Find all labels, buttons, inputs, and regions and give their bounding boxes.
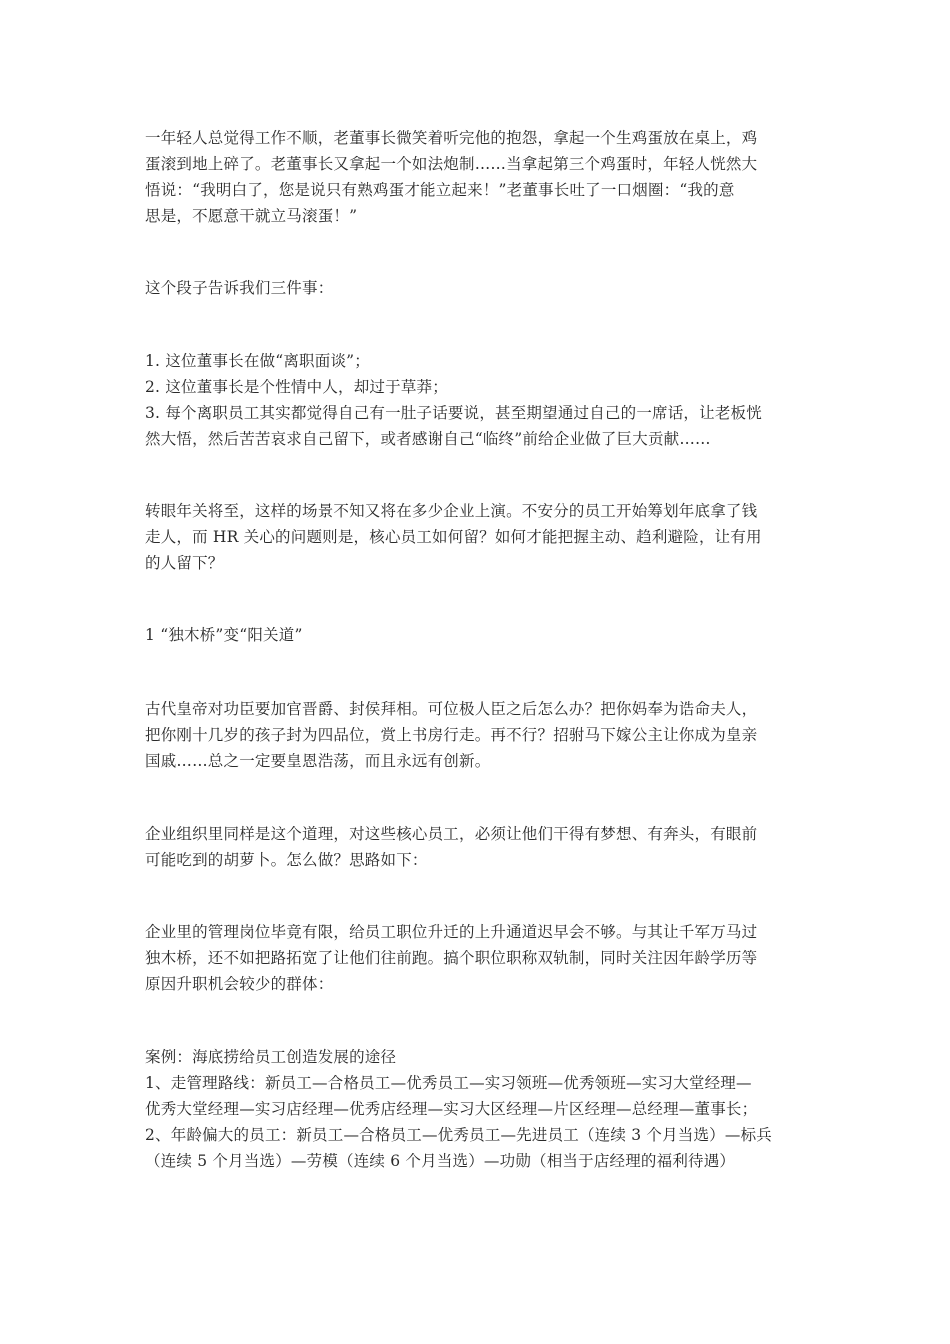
- emperor-line: 国戚……总之一定要皇恩浩荡，而且永远有创新。: [145, 752, 491, 770]
- case-line: 1、走管理路线：新员工—合格员工—优秀员工—实习领班—优秀领班—实习大堂经理—: [145, 1074, 752, 1092]
- emperor-line: 把你刚十几岁的孩子封为四品位，赏上书房行走。再不行？招驸马下嫁公主让你成为皇亲: [145, 726, 758, 744]
- list-item: 1. 这位董事长在做“离职面谈”；: [145, 352, 370, 370]
- section-heading: 1 “独木桥”变“阳关道”: [145, 626, 303, 644]
- intro-line: 悟说：“我明白了，您是说只有熟鸡蛋才能立起来！”老董事长吐了一口烟圈：“我的意: [145, 181, 735, 199]
- intro-line: 思是，不愿意干就立马滚蛋！”: [145, 207, 358, 225]
- management-line: 独木桥，还不如把路拓宽了让他们往前跑。搞个职位职称双轨制，同时关注因年龄学历等: [145, 949, 758, 967]
- list-item: 2. 这位董事长是个性情中人，却过于草莽；: [145, 378, 448, 396]
- intro-line: 蛋滚到地上碎了。老董事长又拿起一个如法炮制……当拿起第三个鸡蛋时，年轻人恍然大: [145, 155, 758, 173]
- year-end-line: 转眼年关将至，这样的场景不知又将在多少企业上演。不安分的员工开始筹划年底拿了钱: [145, 502, 758, 520]
- case-line: （连续 5 个月当选）—劳模（连续 6 个月当选）—功勋（相当于店经理的福利待遇）: [145, 1152, 736, 1170]
- year-end-line: 走人，而 HR 关心的问题则是，核心员工如何留？如何才能把握主动、趋利避险，让有用: [145, 528, 762, 546]
- three-things-lead: 这个段子告诉我们三件事：: [145, 279, 334, 297]
- year-end-line: 的人留下？: [145, 554, 224, 572]
- intro-line: 一年轻人总觉得工作不顺，老董事长微笑着听完他的抱怨，拿起一个生鸡蛋放在桌上，鸡: [145, 129, 758, 147]
- management-line: 企业里的管理岗位毕竟有限，给员工职位升迁的上升通道迟早会不够。与其让千军万马过: [145, 923, 758, 941]
- management-line: 原因升职机会较少的群体：: [145, 975, 334, 993]
- enterprise-line: 可能吃到的胡萝卜。怎么做？思路如下：: [145, 851, 428, 869]
- case-line: 优秀大堂经理—实习店经理—优秀店经理—实习大区经理—片区经理—总经理—董事长；: [145, 1100, 758, 1118]
- list-item-continuation: 然大悟，然后苦苦哀求自己留下，或者感谢自己“临终”前给企业做了巨大贡献……: [145, 430, 711, 448]
- case-line: 2、年龄偏大的员工：新员工—合格员工—优秀员工—先进员工（连续 3 个月当选）—标兵: [145, 1126, 772, 1144]
- case-title: 案例：海底捞给员工创造发展的途径: [145, 1048, 397, 1066]
- list-item: 3. 每个离职员工其实都觉得自己有一肚子话要说，甚至期望通过自己的一席话，让老板恍: [145, 404, 762, 422]
- enterprise-line: 企业组织里同样是这个道理，对这些核心员工，必须让他们干得有梦想、有奔头，有眼前: [145, 825, 758, 843]
- emperor-line: 古代皇帝对功臣要加官晋爵、封侯拜相。可位极人臣之后怎么办？把你妈奉为诰命夫人，: [145, 700, 758, 718]
